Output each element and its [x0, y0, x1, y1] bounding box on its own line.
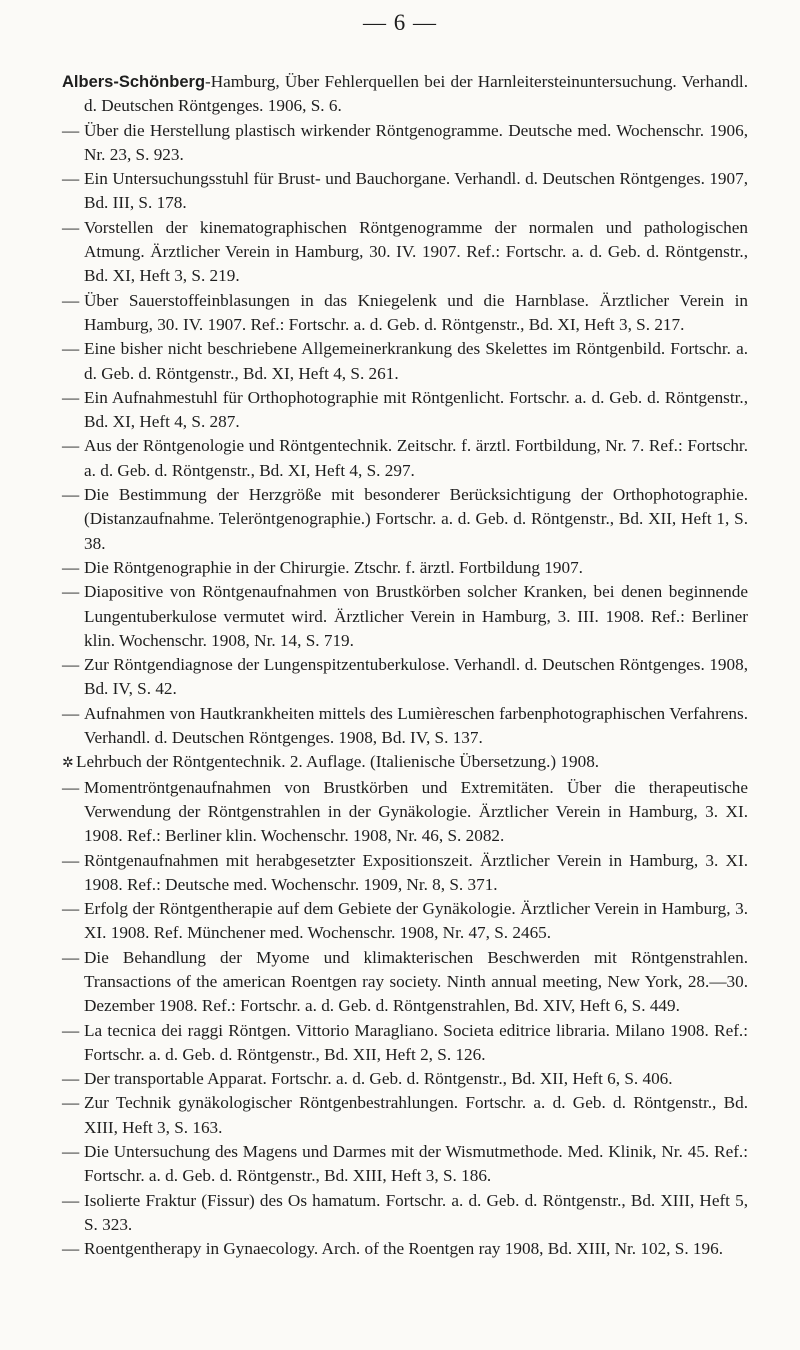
ditto-dash: — [62, 120, 80, 140]
ditto-dash: — [62, 436, 80, 456]
entry-text: Über die Herstellung plastisch wirkender Röntgenogramme. Deutsche med. Wochenschr. 1906, Nr. 23, S. 923. [84, 120, 748, 164]
bibliography-entry [62, 556, 748, 580]
bibliography-list [62, 70, 748, 1262]
ditto-dash: — [62, 655, 80, 675]
entry-text: -Hamburg, Über Fehlerquellen bei der Harnleitersteinuntersuchung. Verhandl. d. Deutschen Röntgenges. 1906, S. 6. [84, 72, 748, 116]
entry-text: Der transportable Apparat. Fortschr. a. d. Geb. d. Röntgenstr., Bd. XII, Heft 6, S. 406. [84, 1069, 673, 1089]
ditto-dash: — [62, 339, 80, 359]
bibliography-entry [62, 653, 748, 702]
bibliography-entry [62, 119, 748, 168]
bibliography-entry [62, 776, 748, 849]
entry-text: Lehrbuch der Röntgentechnik. 2. Auflage. (Italienische Übersetzung.) 1908. [76, 752, 600, 772]
bibliography-entry [62, 1067, 748, 1091]
entry-text: Die Untersuchung des Magens und Darmes mit der Wismutmethode. Med. Klinik, Nr. 45. Ref.: Fortschr. a. d. Geb. d. Röntgenstr., Bd. XIII, Heft 3, S. 186. [84, 1142, 748, 1186]
ditto-dash: — [62, 290, 80, 310]
entry-text: Vorstellen der kinematographischen Röntgenogramme der normalen und pathologischen Atmung. Ärztlicher Verein in Hamburg, 30. IV. 1907. Ref.: Fortschr. a. d. Geb. d. Röntgenstr., Bd. XI, Heft 3, S. 219. [84, 217, 748, 286]
bibliography-entry [62, 216, 748, 289]
bibliography-entry [62, 337, 748, 386]
entry-text: Roentgentherapy in Gynaecology. Arch. of the Roentgen ray 1908, Bd. XIII, Nr. 102, S. 196. [84, 1239, 723, 1259]
bibliography-entry [62, 1237, 748, 1261]
bibliography-entry [62, 70, 748, 119]
ditto-dash: — [62, 217, 80, 237]
ditto-dash: — [62, 387, 80, 407]
bibliography-entry [62, 289, 748, 338]
ditto-dash: — [62, 485, 80, 505]
entry-text: Die Röntgenographie in der Chirurgie. Ztschr. f. ärztl. Fortbildung 1907. [84, 557, 583, 577]
ditto-dash: — [62, 947, 80, 967]
bibliography-entry [62, 1140, 748, 1189]
bibliography-entry [62, 946, 748, 1019]
entry-text: La tecnica dei raggi Röntgen. Vittorio Maragliano. Societa editrice libraria. Milano 1908. Ref.: Fortschr. a. d. Geb. d. Röntgenstr., Bd. XII, Heft 2, S. 126. [84, 1020, 748, 1064]
bibliography-entry [62, 1091, 748, 1140]
ditto-dash: — [62, 1239, 80, 1259]
entry-text: Röntgenaufnahmen mit herabgesetzter Expositionszeit. Ärztlicher Verein in Hamburg, 3. XI. 1908. Ref.: Deutsche med. Wochenschr. 1909, Nr. 8, S. 371. [84, 850, 748, 894]
entry-text: Eine bisher nicht beschriebene Allgemeinerkrankung des Skelettes im Röntgenbild. Fortschr. a. d. Geb. d. Röntgenstr., Bd. XI, Heft 4, S. 261. [84, 339, 748, 383]
bibliography-entry [62, 434, 748, 483]
ditto-dash: — [62, 899, 80, 919]
bibliography-entry [62, 580, 748, 653]
entry-text: Ein Untersuchungsstuhl für Brust- und Bauchorgane. Verhandl. d. Deutschen Röntgenges. 1907, Bd. III, S. 178. [84, 169, 748, 213]
entry-text: Die Behandlung der Myome und klimakterischen Beschwerden mit Röntgenstrahlen. Transactions of the american Roentgen ray society. Ninth annual meeting, New York, 28.—30. Dezember 1908. Ref.: Fortschr. a. d. Geb. d. Röntgenstrahlen, Bd. XIV, Heft 6, S. 449. [84, 947, 748, 1016]
entry-text: Diapositive von Röntgenaufnahmen von Brustkörben solcher Kranken, bei denen beginnende Lungentuberkulose vermutet wird. Ärztlicher Verein in Hamburg, 3. III. 1908. Ref.: Berliner klin. Wochenschr. 1908, Nr. 14, S. 719. [84, 582, 748, 650]
bibliography-entry [62, 897, 748, 946]
ditto-dash: — [62, 777, 80, 797]
bibliography-entry [62, 1189, 748, 1238]
entry-text: Zur Röntgendiagnose der Lungenspitzentuberkulose. Verhandl. d. Deutschen Röntgenges. 1908, Bd. IV, S. 42. [84, 655, 748, 699]
bibliography-entry [62, 386, 748, 435]
entry-text: Isolierte Fraktur (Fissur) des Os hamatum. Fortschr. a. d. Geb. d. Röntgenstr., Bd. XIII, Heft 5, S. 323. [84, 1190, 748, 1234]
author-name: Albers-Schönberg [62, 73, 206, 91]
ditto-dash: — [62, 850, 80, 870]
bibliography-entry [62, 849, 748, 898]
page-number: — 6 — [363, 10, 437, 35]
entry-text: Momentröntgenaufnahmen von Brustkörben und Extremitäten. Über die therapeutische Verwendung der Röntgenstrahlen in der Gynäkologie. Ärztlicher Verein in Hamburg, 3. XI. 1908. Ref.: Berliner klin. Wochenschr. 1908, Nr. 46, S. 2082. [84, 777, 748, 846]
entry-text: Zur Technik gynäkologischer Röntgenbestrahlungen. Fortschr. a. d. Geb. d. Röntgenstr., Bd. XIII, Heft 3, S. 163. [84, 1093, 748, 1137]
ditto-dash: — [62, 1190, 80, 1210]
bibliography-entry [62, 167, 748, 216]
entry-text: Die Bestimmung der Herzgröße mit besonderer Berücksichtigung der Orthophotographie. (Distanzaufnahme. Teleröntgenographie.) Fortschr. a. d. Geb. d. Röntgenstr., Bd. XII, Heft 1, S. 38. [84, 485, 748, 553]
ditto-dash: — [62, 1142, 80, 1162]
ditto-dash: — [62, 1069, 80, 1089]
entry-text: Aufnahmen von Hautkrankheiten mittels des Lumièreschen farbenphotographischen Verfahrens. Verhandl. d. Deutschen Röntgenges. 1908, Bd. IV, S. 137. [84, 703, 748, 748]
ditto-dash: — [62, 703, 80, 723]
bibliography-entry [62, 483, 748, 556]
bibliography-entry [62, 702, 748, 751]
ditto-dash: — [62, 557, 80, 577]
ditto-dash: — [62, 1093, 80, 1113]
entry-text: Ein Aufnahmestuhl für Orthophotographie mit Röntgenlicht. Fortschr. a. d. Geb. d. Röntgenstr., Bd. XI, Heft 4, S. 287. [84, 387, 748, 432]
star-marker-icon: ✲ [62, 755, 74, 772]
entry-text: Aus der Röntgenologie und Röntgentechnik. Zeitschr. f. ärztl. Fortbildung, Nr. 7. Ref.: Fortschr. a. d. Geb. d. Röntgenstr., Bd. XI, Heft 4, S. 297. [84, 436, 748, 480]
bibliography-entry [62, 1019, 748, 1068]
entry-text: Über Sauerstoffeinblasungen in das Kniegelenk und die Harnblase. Ärztlicher Verein in Hamburg, 30. IV. 1907. Ref.: Fortschr. a. d. Geb. d. Röntgenstr., Bd. XI, Heft 3, S. 217. [84, 290, 748, 334]
ditto-dash: — [62, 169, 80, 189]
entry-text: Erfolg der Röntgentherapie auf dem Gebiete der Gynäkologie. Ärztlicher Verein in Hamburg, 3. XI. 1908. Ref. Münchener med. Wochenschr. 1908, Nr. 47, S. 2465. [84, 899, 748, 943]
ditto-dash: — [62, 582, 80, 602]
ditto-dash: — [62, 1020, 80, 1040]
bibliography-entry [62, 750, 748, 775]
